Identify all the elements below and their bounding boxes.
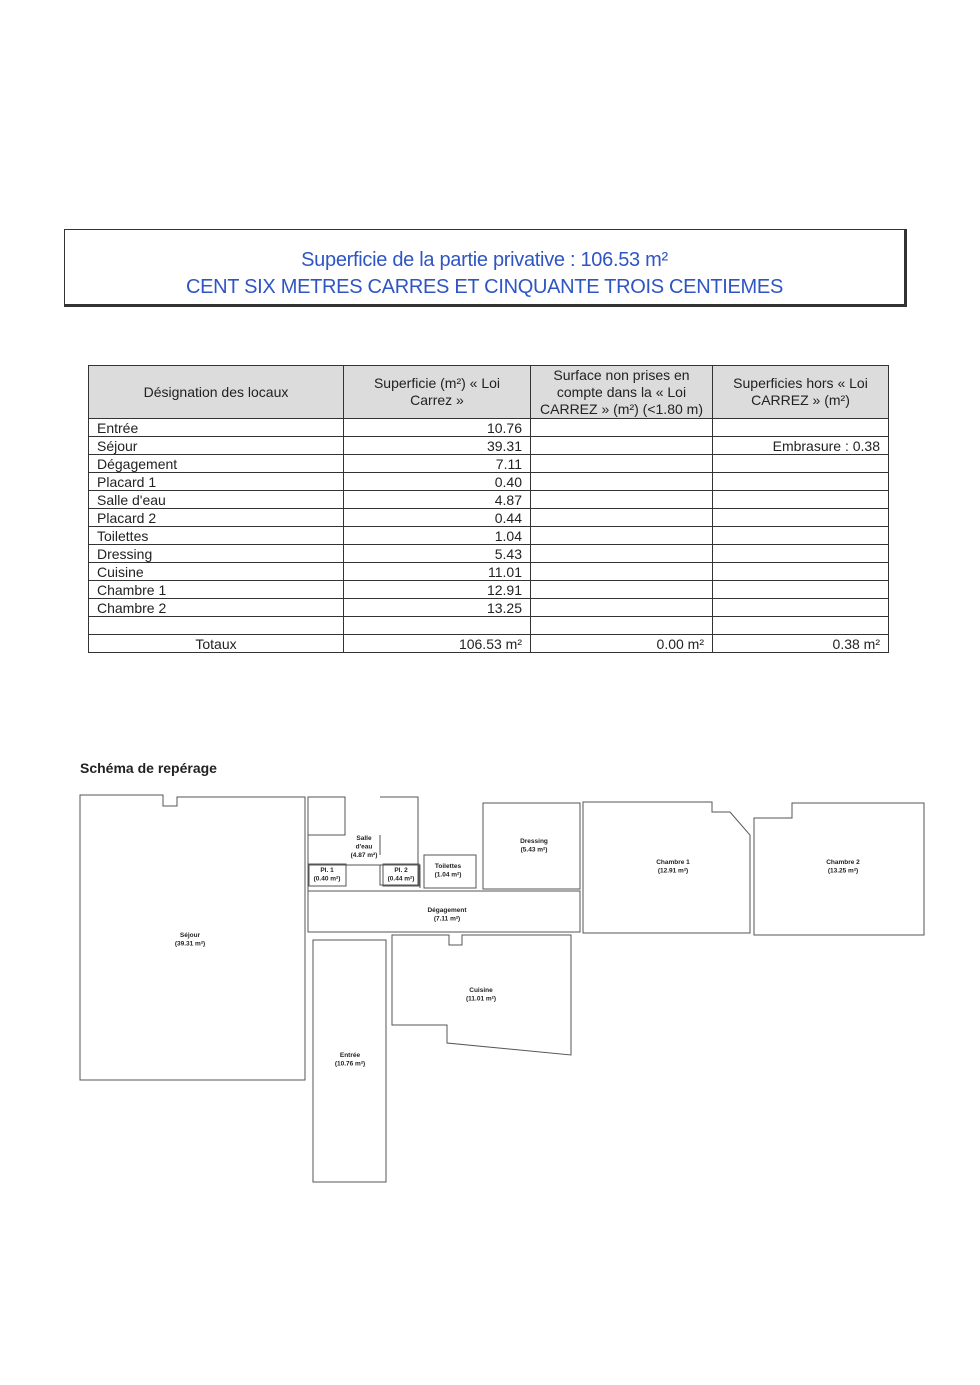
table-row — [89, 581, 889, 599]
room-label-chambre2: Chambre 2 — [826, 859, 860, 866]
row-hors-carrez — [713, 473, 889, 491]
totals-non-prises: 0.00 m² — [531, 635, 713, 653]
row-designation: Entrée — [89, 419, 344, 437]
row-designation: Cuisine — [89, 563, 344, 581]
room-label-salle-eau: (4.87 m²) — [350, 852, 378, 859]
header-carrez: Superficie (m²) « Loi Carrez » — [344, 366, 531, 419]
table-row — [89, 617, 889, 635]
row-non-prises — [531, 581, 713, 599]
room-label-pl2: (0.44 m²) — [387, 875, 415, 883]
room-label-dressing: (5.43 m²) — [520, 846, 548, 854]
room-label-chambre1: Chambre 1 — [656, 859, 690, 866]
header-designation: Désignation des locaux — [89, 366, 344, 419]
room-label-pl1: Pl. 1 — [320, 867, 334, 874]
row-carrez — [344, 617, 531, 635]
room-label-dressing: Dressing — [520, 838, 548, 845]
schema-title: Schéma de repérage — [80, 760, 217, 776]
row-carrez: 1.04 — [344, 527, 531, 545]
row-non-prises — [531, 509, 713, 527]
row-hors-carrez — [713, 455, 889, 473]
row-non-prises — [531, 473, 713, 491]
room-label-degagement: (7.11 m²) — [433, 915, 461, 923]
row-carrez: 0.44 — [344, 509, 531, 527]
room-label-cuisine: Cuisine — [469, 987, 493, 994]
header-non-prises: Surface non prises en compte dans la « Loi CARREZ » (m²) (<1.80 m) — [531, 366, 713, 419]
row-hors-carrez — [713, 527, 889, 545]
table-row — [89, 419, 889, 437]
row-designation: Placard 2 — [89, 509, 344, 527]
row-carrez: 11.01 — [344, 563, 531, 581]
room-label-degagement: Dégagement — [427, 907, 467, 914]
row-hors-carrez — [713, 617, 889, 635]
totals-row — [89, 635, 889, 653]
floor-plan — [0, 780, 980, 1200]
table-row — [89, 599, 889, 617]
row-hors-carrez — [713, 599, 889, 617]
room-label-pl2: Pl. 2 — [394, 867, 408, 874]
room-label-chambre2: (13.25 m²) — [827, 867, 859, 875]
table-row — [89, 527, 889, 545]
summary-surface-line: Superficie de la partie privative : 106.53 m² — [301, 249, 668, 271]
room-label-chambre1: (12.91 m²) — [657, 867, 689, 875]
row-hors-carrez: Embrasure : 0.38 — [713, 437, 889, 455]
row-carrez: 0.40 — [344, 473, 531, 491]
row-hors-carrez — [713, 491, 889, 509]
row-non-prises — [531, 491, 713, 509]
room-label-entree: (10.76 m²) — [334, 1060, 366, 1068]
row-non-prises — [531, 545, 713, 563]
table-row — [89, 563, 889, 581]
row-designation: Dégagement — [89, 455, 344, 473]
row-carrez: 4.87 — [344, 491, 531, 509]
row-designation: Dressing — [89, 545, 344, 563]
row-non-prises — [531, 617, 713, 635]
table-header-row — [89, 366, 889, 419]
room-label-toilettes: Toilettes — [434, 863, 462, 870]
row-hors-carrez — [713, 419, 889, 437]
row-designation: Toilettes — [89, 527, 344, 545]
row-designation: Chambre 1 — [89, 581, 344, 599]
summary-surface-words: CENT SIX METRES CARRES ET CINQUANTE TROIS CENTIEMES — [185, 276, 783, 298]
row-hors-carrez — [713, 563, 889, 581]
row-non-prises — [531, 527, 713, 545]
table-row — [89, 473, 889, 491]
row-non-prises — [531, 455, 713, 473]
table-row — [89, 545, 889, 563]
row-non-prises — [531, 419, 713, 437]
row-non-prises — [531, 437, 713, 455]
row-non-prises — [531, 599, 713, 617]
row-non-prises — [531, 563, 713, 581]
row-hors-carrez — [713, 509, 889, 527]
room-label-pl1: (0.40 m²) — [313, 875, 341, 883]
row-designation: Placard 1 — [89, 473, 344, 491]
room-label-salle-eau: d'eau — [355, 843, 373, 851]
row-hors-carrez — [713, 581, 889, 599]
totals-label: Totaux — [89, 635, 344, 653]
room-label-sejour: Séjour — [179, 932, 201, 939]
table-body — [89, 419, 889, 635]
row-carrez: 5.43 — [344, 545, 531, 563]
table-row — [89, 509, 889, 527]
totals-hors: 0.38 m² — [713, 635, 889, 653]
table-row — [89, 491, 889, 509]
room-label-cuisine: (11.01 m²) — [466, 995, 496, 1003]
row-carrez: 7.11 — [344, 455, 531, 473]
room-label-sejour: (39.31 m²) — [174, 940, 206, 948]
room-label-toilettes: (1.04 m²) — [434, 871, 462, 879]
row-carrez: 10.76 — [344, 419, 531, 437]
header-hors-carrez: Superficies hors « Loi CARREZ » (m²) — [713, 366, 889, 419]
row-carrez: 13.25 — [344, 599, 531, 617]
room-label-salle-eau: Salle — [356, 835, 372, 842]
row-hors-carrez — [713, 545, 889, 563]
totals-carrez: 106.53 m² — [344, 635, 531, 653]
row-carrez: 39.31 — [344, 437, 531, 455]
surface-summary-box — [64, 229, 907, 307]
row-designation: Chambre 2 — [89, 599, 344, 617]
table-row — [89, 437, 889, 455]
room-label-entree: Entrée — [339, 1052, 361, 1059]
surfaces-table — [88, 365, 889, 653]
row-designation — [89, 617, 344, 635]
row-designation: Salle d'eau — [89, 491, 344, 509]
row-carrez: 12.91 — [344, 581, 531, 599]
table-row — [89, 455, 889, 473]
row-designation: Séjour — [89, 437, 344, 455]
